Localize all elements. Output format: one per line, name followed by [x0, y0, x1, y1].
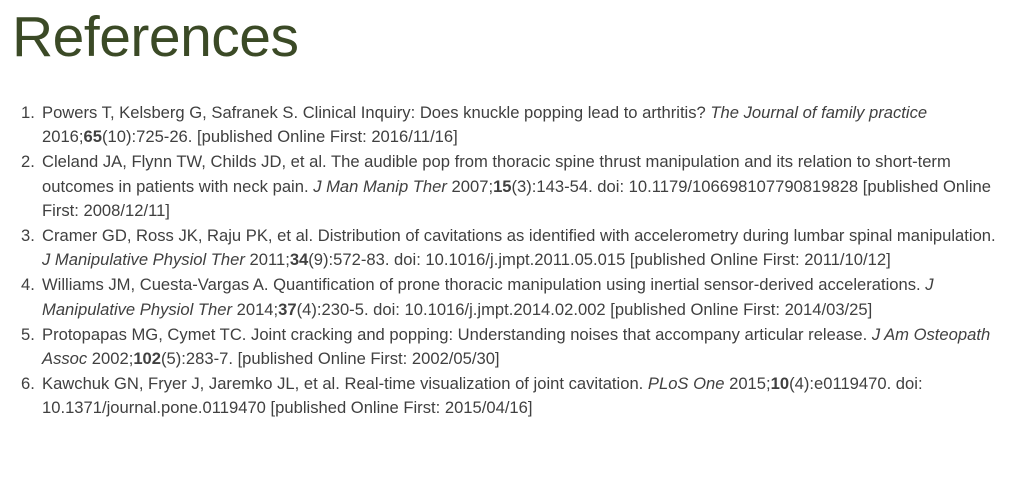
reference-number: 1. — [21, 103, 35, 122]
reference-text: Williams JM, Cuesta-Vargas A. Quantification of prone thoracic manipulation using inertial sensor-derived accelerations. J Manipulative Physiol Ther 2014;37(4):230-5. doi: 10.1016/j.jmpt.2014.02.002 [published Online First: 2014/03/25] — [42, 275, 934, 319]
reference-number: 2. — [21, 152, 35, 172]
list-item — [0, 323, 1024, 371]
reference-number: 3. — [21, 226, 35, 246]
reference-text: Kawchuk GN, Fryer J, Jaremko JL, et al. Real-time visualization of joint cavitation. PLoS One 2015;10(4):e0119470. doi: 10.1371/journal.pone.0119470 [published Online First: 2015/04/16] — [42, 374, 923, 418]
reference-list — [0, 101, 1024, 422]
list-item — [0, 273, 1024, 321]
reference-number: 5. — [21, 324, 35, 344]
list-item — [0, 150, 1024, 223]
list-item — [0, 372, 1024, 420]
reference-number: 6. — [21, 374, 35, 394]
reference-number: 4. — [21, 275, 35, 295]
reference-text: Powers T, Kelsberg G, Safranek S. Clinical Inquiry: Does knuckle popping lead to arthritis? The Journal of family practice 2016;65(10):725-26. [published Online First: 2016/11/16] — [42, 103, 928, 147]
reference-text: Cramer GD, Ross JK, Raju PK, et al. Distribution of cavitations as identified with accelerometry during lumbar spinal manipulation. J Manipulative Physiol Ther 2011;34(9):572-83. doi: 10.1016/j.jmpt.2011.05.015 [published Online First: 2011/10/12] — [42, 226, 996, 270]
reference-text: Cleland JA, Flynn TW, Childs JD, et al. The audible pop from thoracic spine thrust manipulation and its relation to short-term outcomes in patients with neck pain. J Man Manip Ther 2007;15(3):143-54. doi: 10.1179/106698107790819828 [published Online First: 2008/12/11] — [42, 152, 991, 220]
list-item — [0, 101, 1024, 149]
page-title: References — [12, 5, 299, 69]
list-item — [0, 224, 1024, 272]
reference-text: Protopapas MG, Cymet TC. Joint cracking and popping: Understanding noises that accompany articular release. J Am Osteopath Assoc 2002;102(5):283-7. [published Online First: 2002/05/30] — [42, 324, 991, 369]
